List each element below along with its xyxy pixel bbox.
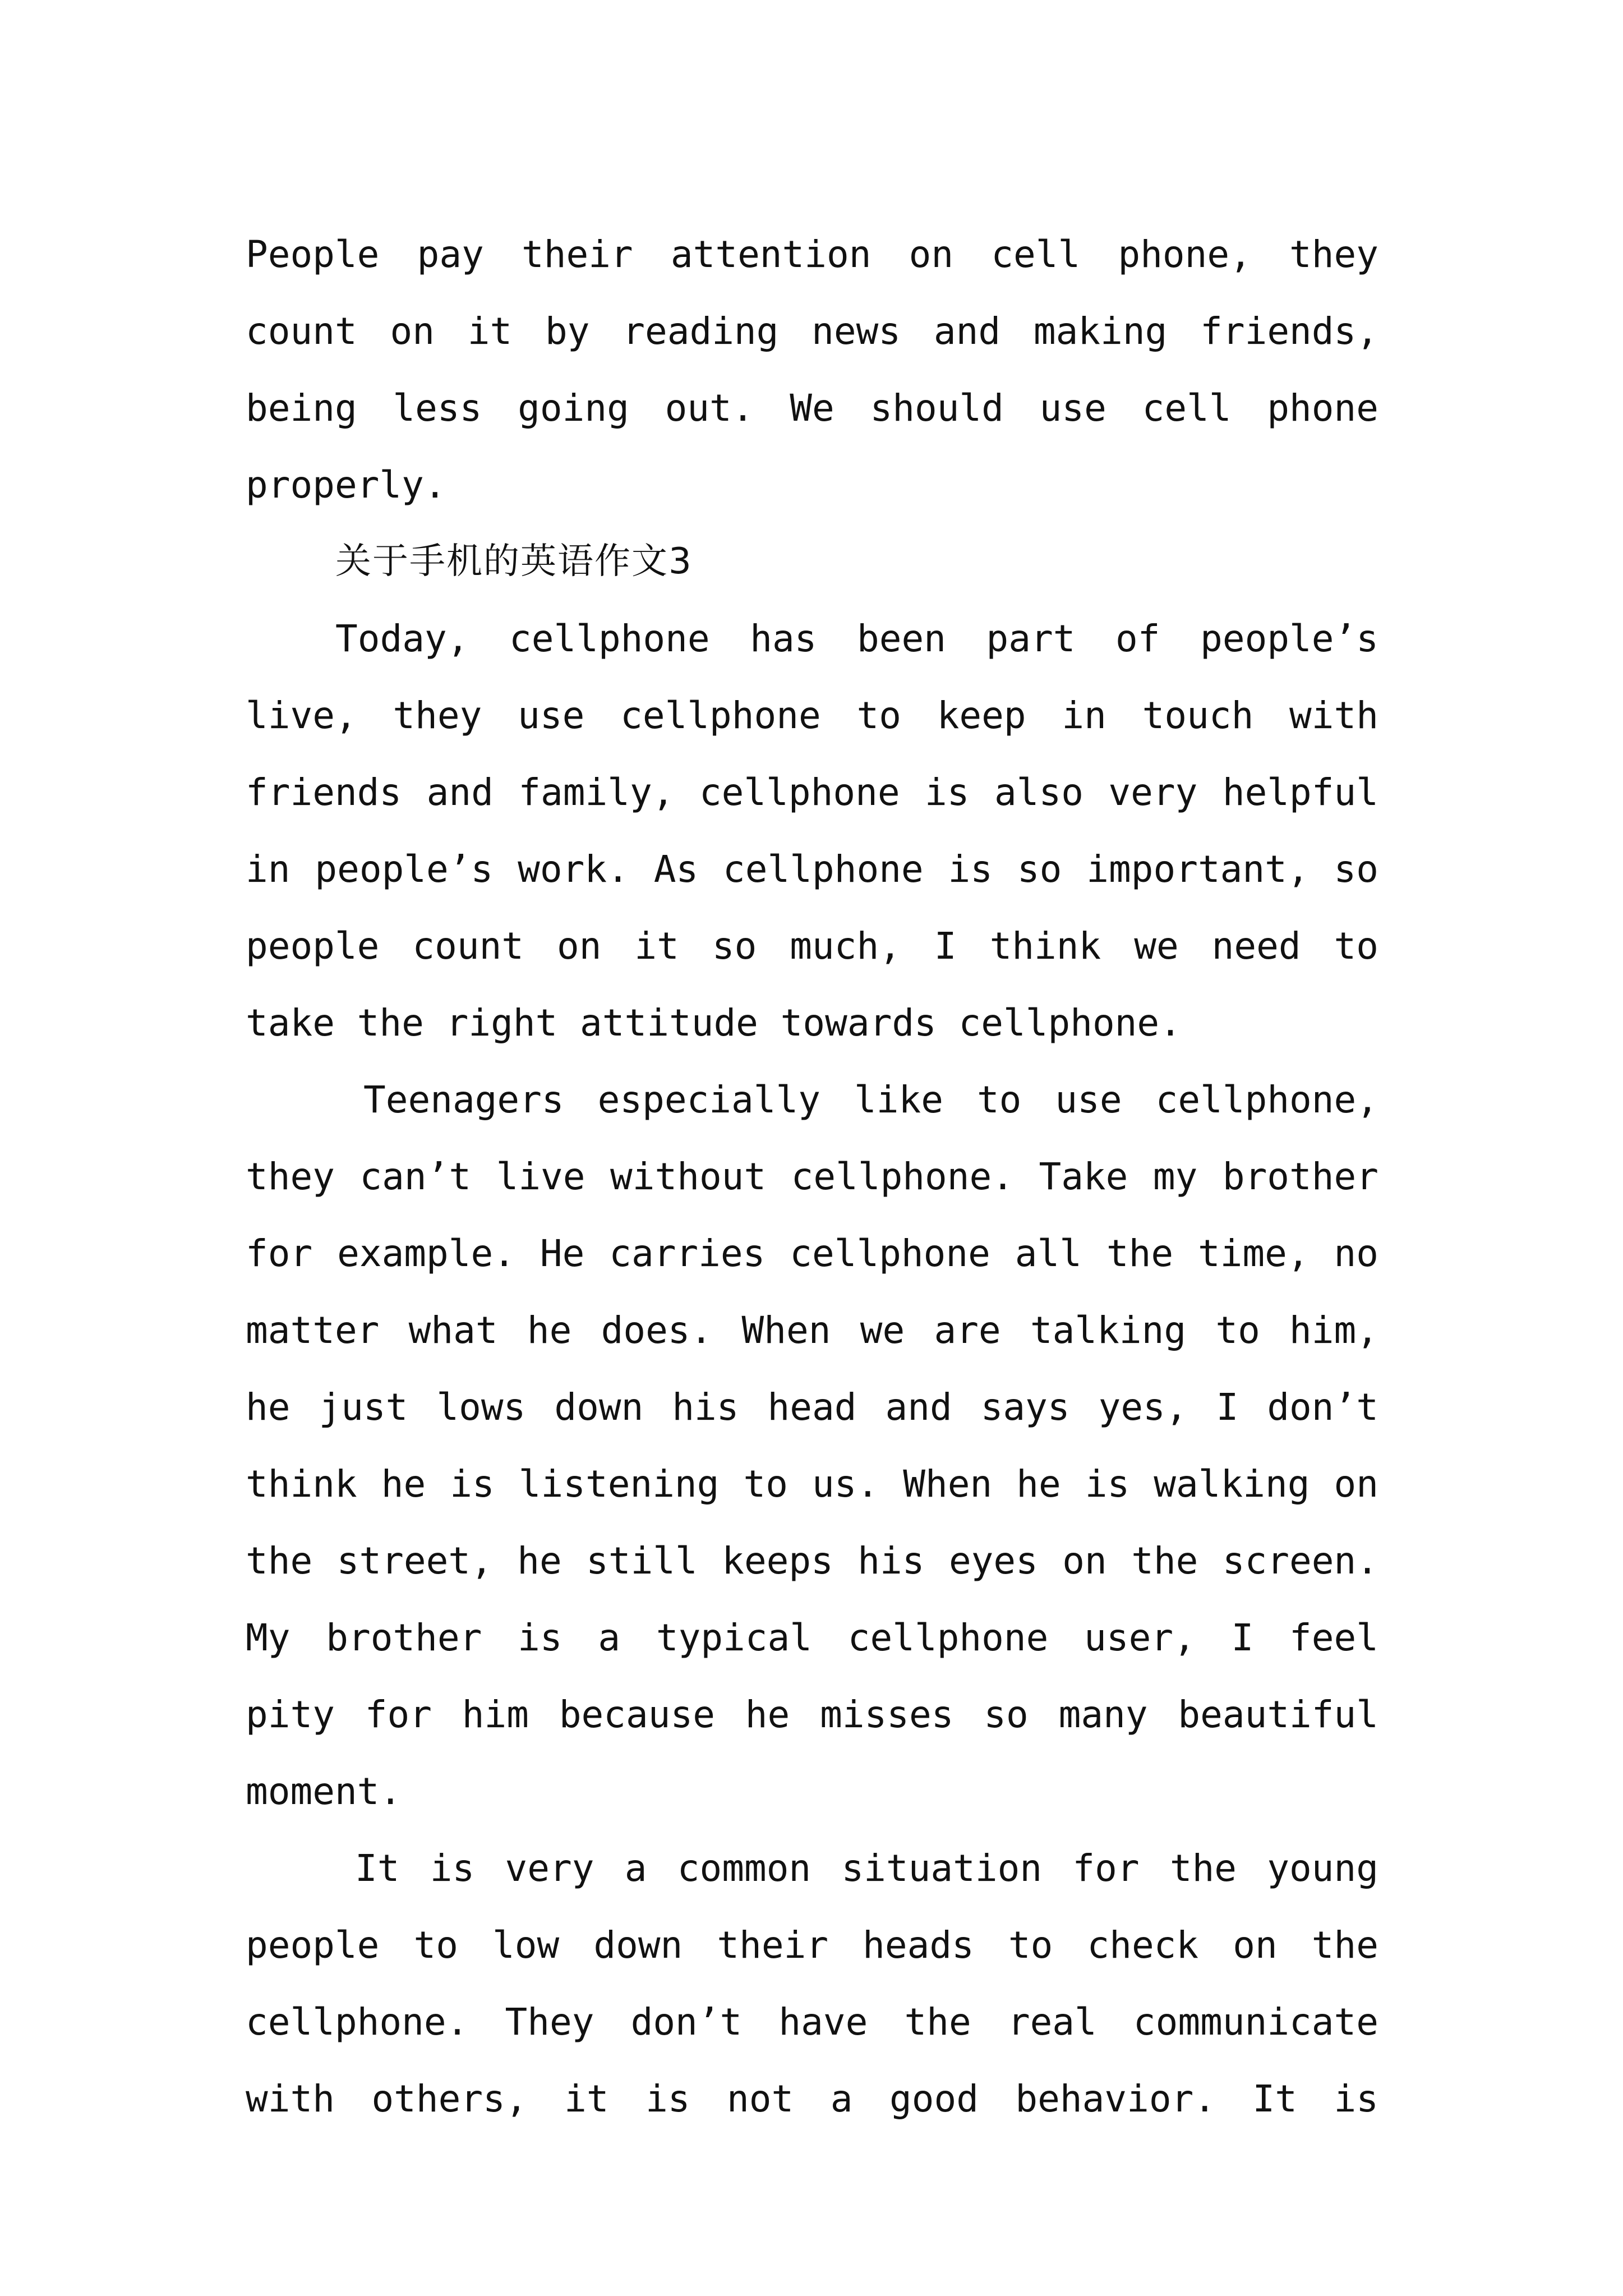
paragraph-situation: It is very a common situation for the young people to low down their heads to check on the cellphone. They don’t have the real communicate with others, it is not a good behavior. It is	[246, 1847, 1378, 2120]
paragraph-intro: Today, cellphone has been part of people’s live, they use cellphone to keep in touch with friends and family, cellphone is also very helpful in people’s work. As cellphone is so important, so people count on it so much, I think we need to take the right attitude towards cellphone.	[246, 617, 1378, 1045]
section-heading: 关于手机的英语作文3	[335, 541, 693, 582]
paragraph-teenagers: Teenagers especially like to use cellphone, they can’t live without cellphone. Take my brother for example. He carries cellphone all the time, no matter what he does. When we are talking to him, he just lows down his head and says yes, I don’t think he is listening to us. When he is walking on the street, he still keeps his eyes on the screen. My brother is a typical cellphone user, I feel pity for him because he misses so many beautiful moment.	[246, 1078, 1378, 1813]
paragraph-continuation: People pay their attention on cell phone, they count on it by reading news and making friends, being less going out. We should use cell phone properly.	[246, 233, 1378, 507]
document-body	[246, 216, 1378, 2137]
